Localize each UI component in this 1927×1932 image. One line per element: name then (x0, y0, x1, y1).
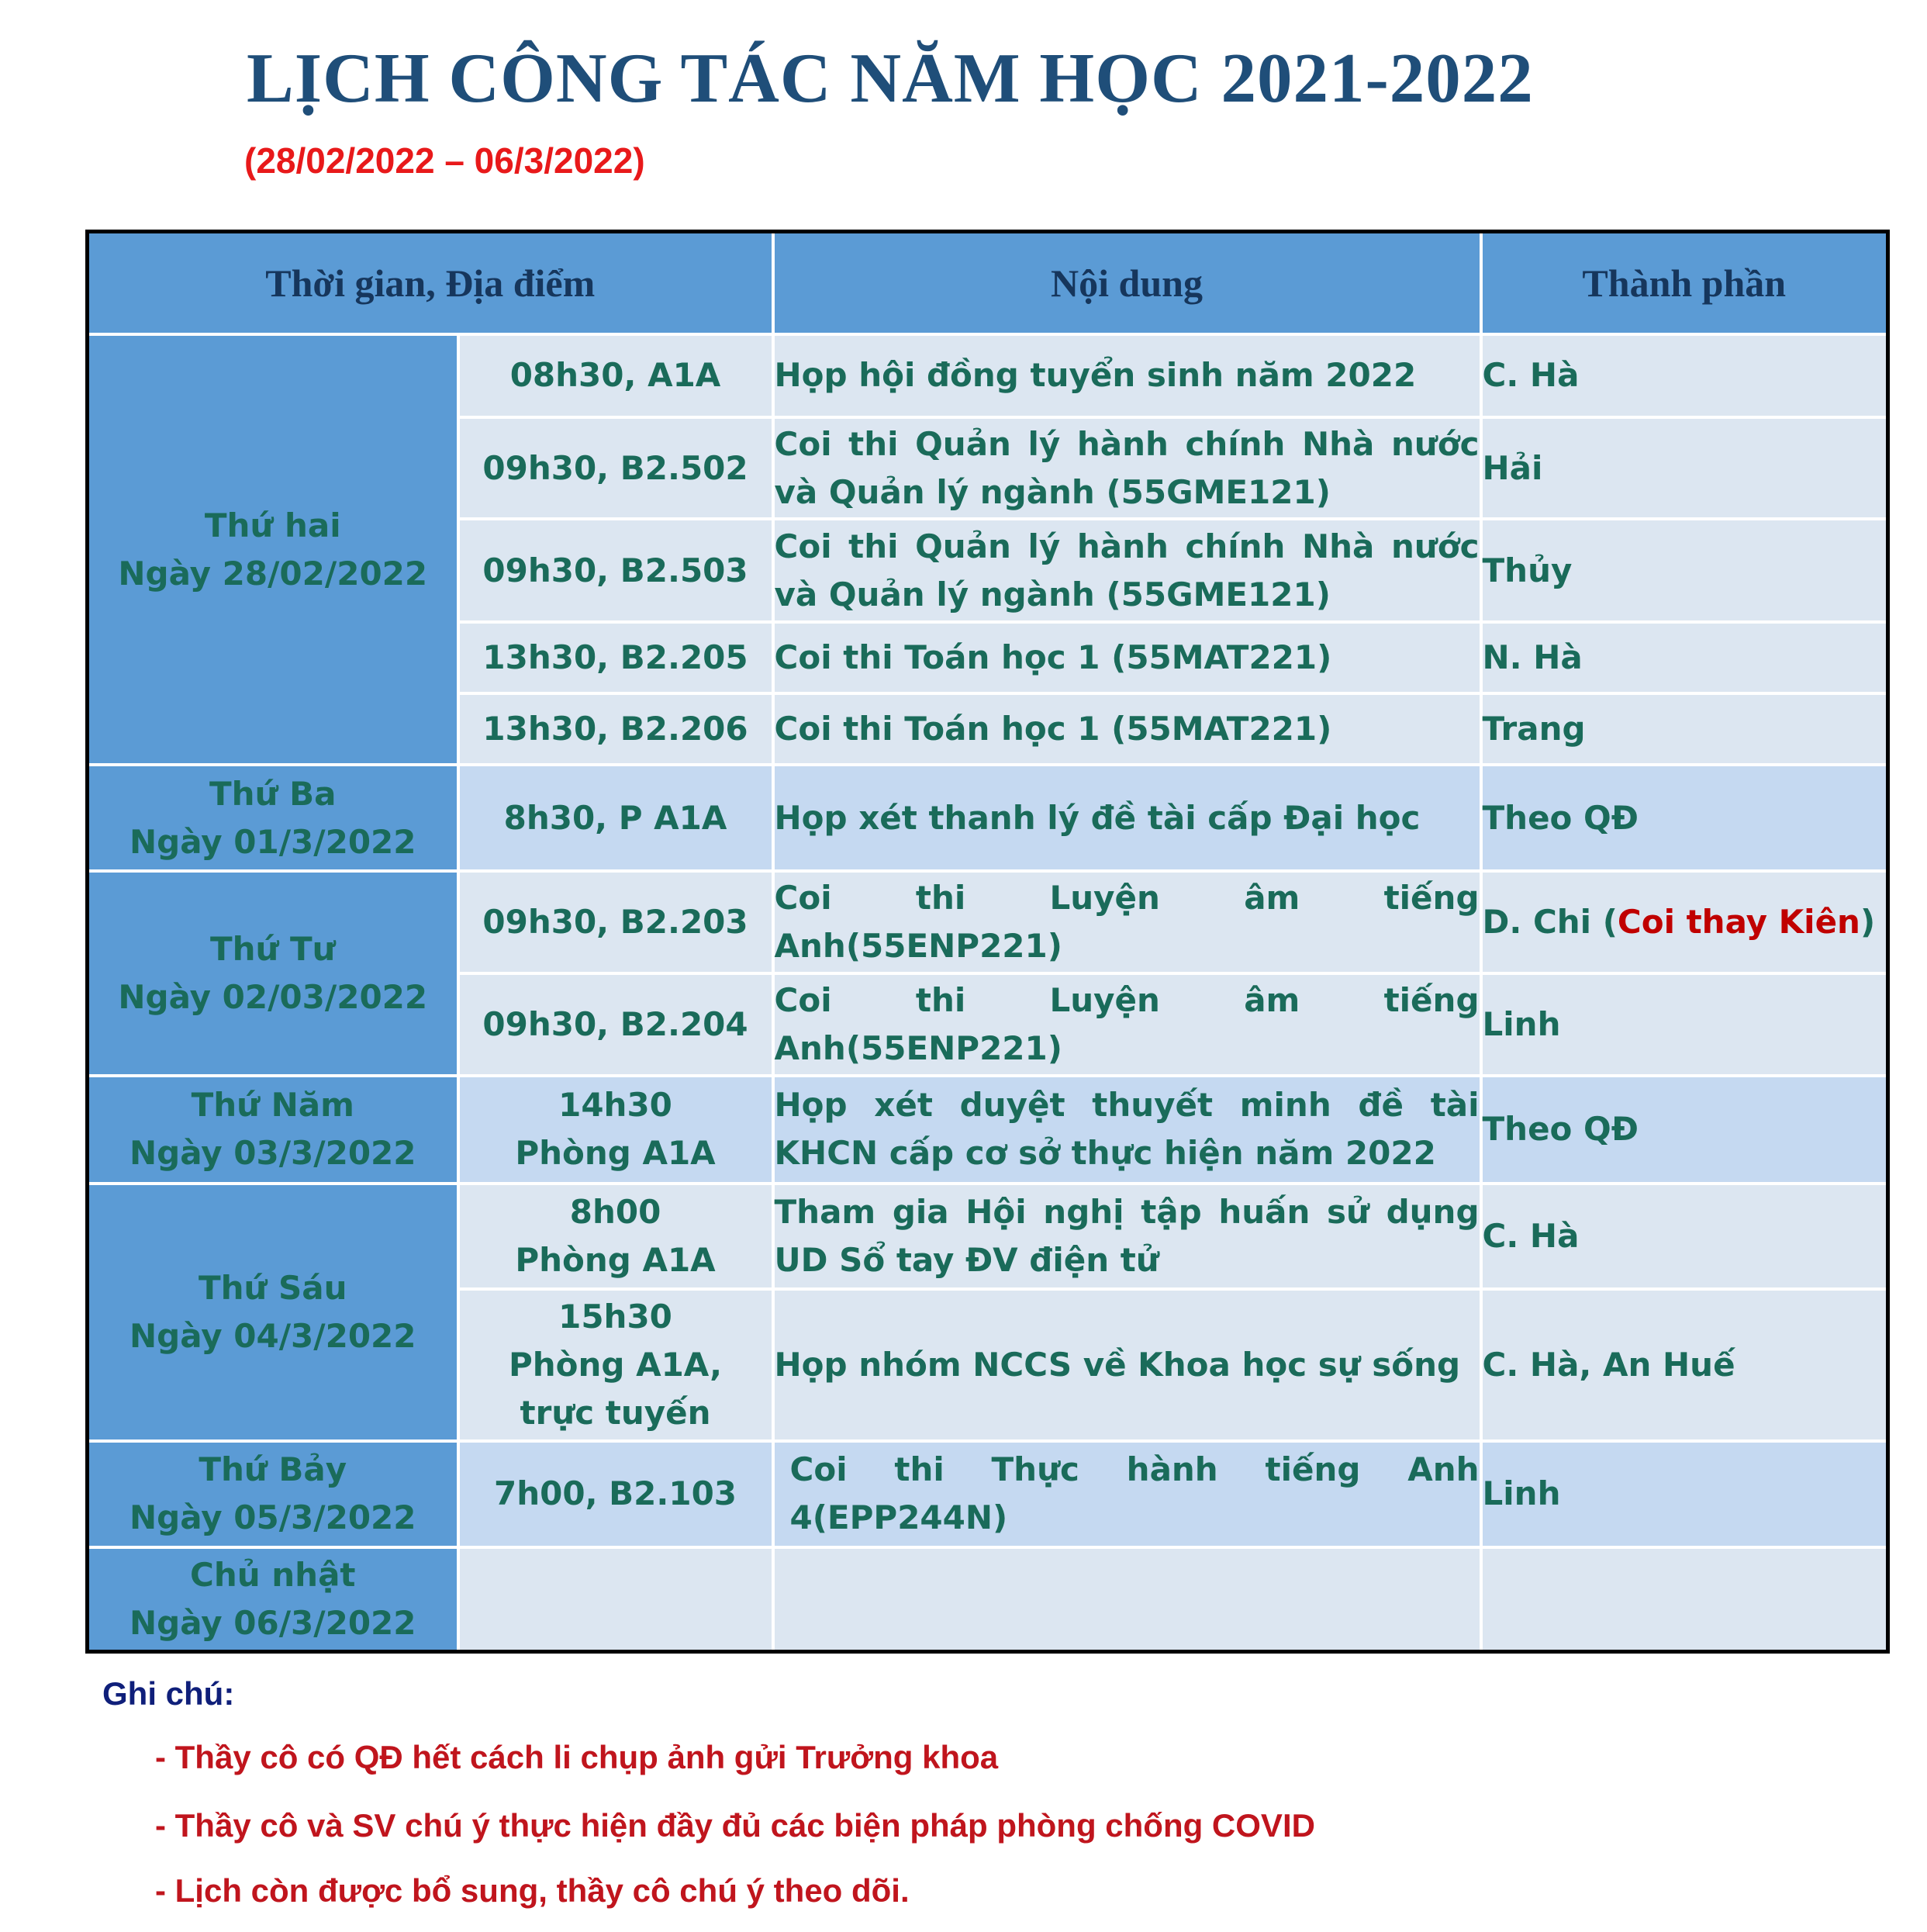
day-cell (88, 765, 458, 871)
content-cell: Họp nhóm NCCS về Khoa học sự sống (773, 1289, 1481, 1441)
time-cell: 13h30, B2.205 (458, 622, 773, 693)
day-name: Thứ Sáu (198, 1268, 347, 1307)
time-line: 8h00 (569, 1192, 661, 1231)
day-date: Ngày 28/02/2022 (118, 554, 428, 593)
day-cell (88, 1076, 458, 1184)
col-header-content: Nội dung (773, 232, 1481, 335)
content-cell: Họp xét thanh lý đề tài cấp Đại học (773, 765, 1481, 871)
participants-cell (1481, 1547, 1888, 1652)
content-cell: Coi thi Luyện âm tiếng Anh(55ENP221) (773, 973, 1481, 1076)
time-line: 15h30 (558, 1297, 672, 1336)
participants-cell: Theo QĐ (1481, 765, 1888, 871)
time-cell: 09h30, B2.502 (458, 417, 773, 520)
table-row (88, 1184, 1888, 1289)
day-cell (88, 1441, 458, 1547)
time-cell: 09h30, B2.203 (458, 871, 773, 973)
day-cell (88, 1184, 458, 1441)
note-item: - Thầy cô có QĐ hết cách li chụp ảnh gửi Trưởng khoa (155, 1739, 999, 1775)
notes-title: Ghi chú: (102, 1675, 235, 1712)
col-header-participants: Thành phần (1481, 232, 1888, 335)
time-cell (458, 1076, 773, 1184)
content-cell: Coi thi Toán học 1 (55MAT221) (773, 693, 1481, 766)
participants-cell: C. Hà, An Huế (1481, 1289, 1888, 1441)
day-name: Thứ hai (204, 506, 341, 544)
day-date: Ngày 02/03/2022 (118, 978, 428, 1017)
day-date: Ngày 04/3/2022 (129, 1316, 416, 1355)
time-cell: 09h30, B2.503 (458, 519, 773, 622)
place-line: Phòng A1A (515, 1134, 716, 1173)
time-cell (458, 1547, 773, 1652)
table-row (88, 1076, 1888, 1184)
participants-cell: Hải (1481, 417, 1888, 520)
participants-cell (1481, 871, 1888, 973)
content-cell: Coi thi Quản lý hành chính Nhà nước và Quản lý ngành (55GME121) (773, 417, 1481, 520)
time-cell: 08h30, A1A (458, 334, 773, 417)
content-cell: Coi thi Luyện âm tiếng Anh(55ENP221) (773, 871, 1481, 973)
day-date: Ngày 05/3/2022 (129, 1498, 416, 1537)
place-line: Phòng A1A, (508, 1345, 723, 1384)
participants-cell: Linh (1481, 1441, 1888, 1547)
participants-cell: Trang (1481, 693, 1888, 766)
content-cell: Coi thi Thực hành tiếng Anh 4(EPP244N) (773, 1441, 1481, 1547)
day-cell (88, 871, 458, 1076)
place-line: trực tuyến (520, 1393, 711, 1432)
participants-cell: C. Hà (1481, 334, 1888, 417)
day-date: Ngày 06/3/2022 (129, 1603, 416, 1642)
table-row (88, 765, 1888, 871)
participant-note: Coi thay Kiên (1617, 903, 1860, 942)
time-cell: 7h00, B2.103 (458, 1441, 773, 1547)
participant-note-close: ) (1860, 903, 1876, 942)
content-cell: Tham gia Hội nghị tập huấn sử dụng UD Sổ tay ĐV điện tử (773, 1184, 1481, 1289)
place-line: Phòng A1A (515, 1240, 716, 1279)
date-range: (28/02/2022 – 06/3/2022) (244, 140, 645, 181)
page-title: LỊCH CÔNG TÁC NĂM HỌC 2021-2022 (247, 39, 1534, 117)
day-date: Ngày 01/3/2022 (129, 822, 416, 861)
table-row (88, 1441, 1888, 1547)
time-cell: 13h30, B2.206 (458, 693, 773, 766)
day-name: Thứ Tư (209, 930, 336, 969)
day-cell (88, 334, 458, 765)
col-header-time-place: Thời gian, Địa điểm (88, 232, 773, 335)
table-row (88, 334, 1888, 417)
day-name: Thứ Bảy (199, 1450, 347, 1489)
table-row (88, 871, 1888, 973)
day-name: Thứ Ba (209, 774, 337, 813)
participants-cell: N. Hà (1481, 622, 1888, 693)
note-item: - Thầy cô và SV chú ý thực hiện đầy đủ các biện pháp phòng chống COVID (155, 1807, 1315, 1844)
day-name: Thứ Năm (191, 1086, 354, 1125)
time-cell: 8h30, P A1A (458, 765, 773, 871)
day-date: Ngày 03/3/2022 (129, 1134, 416, 1173)
time-cell: 09h30, B2.204 (458, 973, 773, 1076)
participants-cell: Theo QĐ (1481, 1076, 1888, 1184)
time-line: 14h30 (558, 1086, 672, 1125)
content-cell: Họp xét duyệt thuyết minh đề tài KHCN cấp cơ sở thực hiện năm 2022 (773, 1076, 1481, 1184)
content-cell (773, 1547, 1481, 1652)
note-item: - Lịch còn được bổ sung, thầy cô chú ý theo dõi. (155, 1872, 910, 1909)
table-row (88, 1547, 1888, 1652)
table-header-row (88, 232, 1888, 335)
participants-cell: Linh (1481, 973, 1888, 1076)
participants-cell: C. Hà (1481, 1184, 1888, 1289)
time-cell (458, 1184, 773, 1289)
participant-name: D. Chi ( (1482, 903, 1618, 942)
content-cell: Coi thi Toán học 1 (55MAT221) (773, 622, 1481, 693)
content-cell: Họp hội đồng tuyển sinh năm 2022 (773, 334, 1481, 417)
content-cell: Coi thi Quản lý hành chính Nhà nước và Quản lý ngành (55GME121) (773, 519, 1481, 622)
schedule-table (85, 230, 1890, 1654)
time-cell (458, 1289, 773, 1441)
day-cell (88, 1547, 458, 1652)
participants-cell: Thủy (1481, 519, 1888, 622)
day-name: Chủ nhật (190, 1555, 356, 1594)
